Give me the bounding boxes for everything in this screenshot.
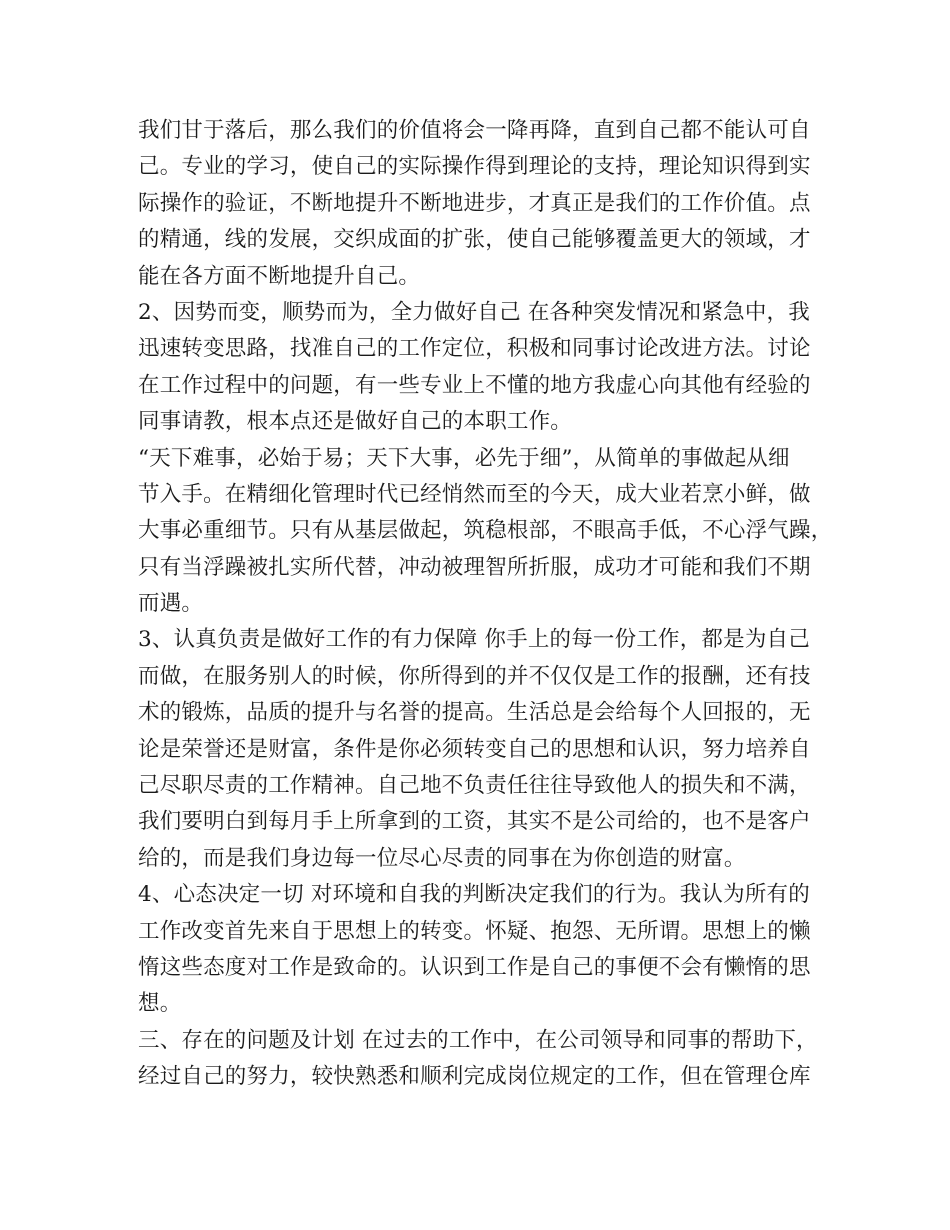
text-line: 而遇。 <box>138 591 204 617</box>
document-body <box>138 113 833 1096</box>
text-line: 大事必重细节。只有从基层做起，筑稳根部，不眼高手低，不心浮气躁， <box>138 518 833 544</box>
text-line: 能在各方面不断地提升自己。 <box>138 263 421 289</box>
text-line: 在工作过程中的问题，有一些专业上不懂的地方我虚心向其他有经验的 <box>138 372 811 398</box>
text-line: 论是荣誉还是财富，条件是你必须转变自己的思想和认识，努力培养自 <box>138 736 811 762</box>
text-line: 2、因势而变，顺势而为，全力做好自己 在各种突发情况和紧急中，我 <box>138 299 810 325</box>
text-line: 同事请教，根本点还是做好自己的本职工作。 <box>138 409 573 435</box>
text-line: 我们要明白到每月手上所拿到的工资，其实不是公司给的，也不是客户 <box>138 809 811 835</box>
text-line: 而做，在服务别人的时候，你所得到的并不仅仅是工作的报酬，还有技 <box>138 663 811 689</box>
text-line: 际操作的验证，不断地提升不断地进步，才真正是我们的工作价值。点 <box>138 190 811 216</box>
text-line: 惰这些态度对工作是致命的。认识到工作是自己的事便不会有懒惰的思 <box>138 954 811 980</box>
text-line: 我们甘于落后，那么我们的价值将会一降再降，直到自己都不能认可自 <box>138 118 811 143</box>
text-line: 经过自己的努力，较快熟悉和顺利完成岗位规定的工作，但在管理仓库 <box>138 1064 811 1090</box>
text-line: 节入手。在精细化管理时代已经悄然而至的今天，成大业若烹小鲜，做 <box>138 481 811 507</box>
text-line: 三、存在的问题及计划 在过去的工作中，在公司领导和同事的帮助下， <box>138 1027 818 1053</box>
text-line: 己尽职尽责的工作精神。自己地不负责任往往导致他人的损失和不满， <box>138 773 811 799</box>
text-line: 4、心态决定一切 对环境和自我的判断决定我们的行为。我认为所有的 <box>138 882 810 908</box>
text-line: 想。 <box>138 991 182 1017</box>
text-line: 的精通，线的发展，交织成面的扩张，使自己能够覆盖更大的领域，才 <box>138 227 811 253</box>
text-line: 己。专业的学习，使自己的实际操作得到理论的支持，理论知识得到实 <box>138 154 811 180</box>
text-line: 工作改变首先来自于思想上的转变。怀疑、抱怨、无所谓。思想上的懒 <box>138 918 811 944</box>
text-line: 只有当浮躁被扎实所代替，冲动被理智所折服，成功才可能和我们不期 <box>138 554 811 580</box>
text-line: 3、认真负责是做好工作的有力保障 你手上的每一份工作，都是为自己 <box>138 627 810 653</box>
text-line: “天下难事，必始于易；天下大事，必先于细”，从简单的事做起从细 <box>138 445 790 471</box>
text-line: 给的，而是我们身边每一位尽心尽责的同事在为你创造的财富。 <box>138 845 746 871</box>
text-line: 术的锻炼，品质的提升与名誉的提高。生活总是会给每个人回报的，无 <box>138 700 811 726</box>
text-line: 迅速转变思路，找准自己的工作定位，积极和同事讨论改进方法。讨论 <box>138 336 811 362</box>
